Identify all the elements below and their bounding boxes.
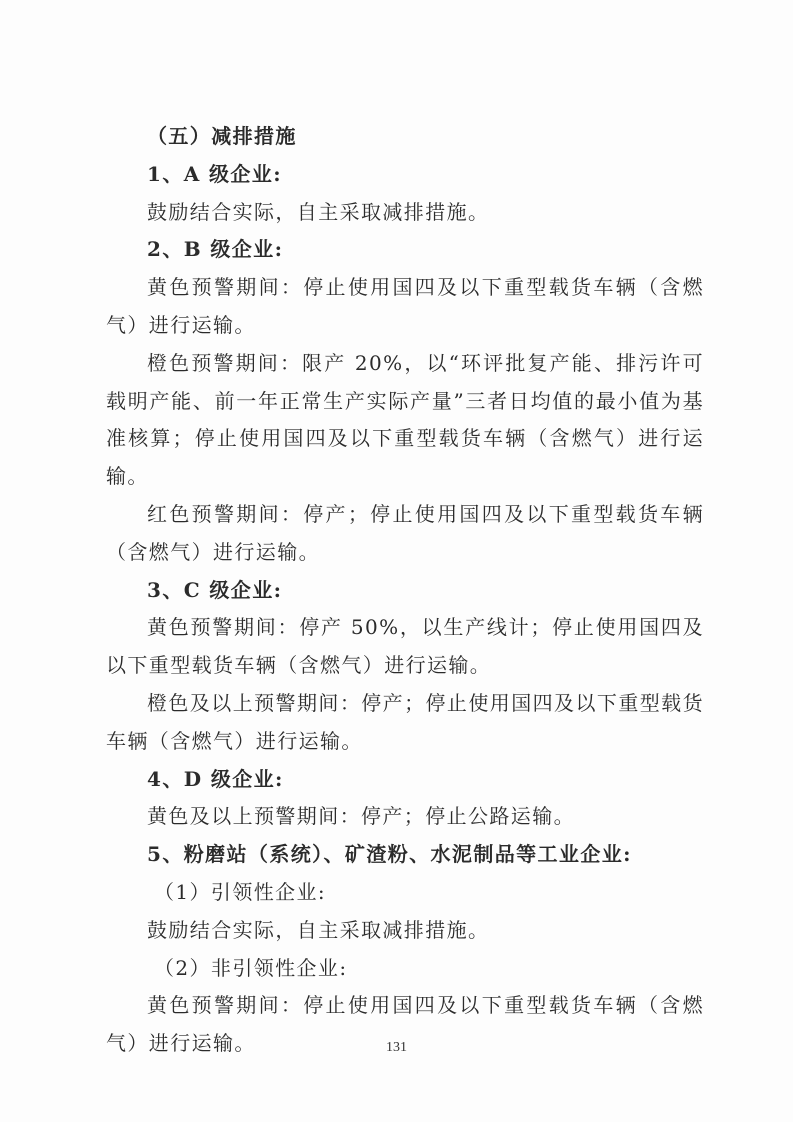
paragraph: 橙色预警期间：限产 20%，以“环评批复产能、排污许可载明产能、前一年正常生产实际产量”三者日均值的最小值为基准核算；停止使用国四及以下重型载货车辆（含燃气）进行运输。 [106, 350, 704, 489]
heading-grade-d: 4、D 级企业: [147, 766, 284, 791]
paragraph: 黄色预警期间：停产 50%，以生产线计；停止使用国四及以下重型载货车辆（含燃气）进行运输。 [106, 615, 704, 678]
heading-grade-b: 2、B 级企业: [147, 237, 284, 262]
paragraph: 黄色及以上预警期间：停产；停止公路运输。 [147, 804, 575, 829]
subheading-leading-enterprises: （1）引领性企业: [154, 879, 327, 904]
paragraph: 鼓励结合实际，自主采取减排措施。 [147, 917, 490, 942]
paragraph: 黄色预警期间：停止使用国四及以下重型载货车辆（含燃气）进行运输。 [106, 993, 704, 1056]
section-heading: （五）减排措施 [147, 124, 297, 148]
paragraph: 红色预警期间：停产；停止使用国四及以下重型载货车辆（含燃气）进行运输。 [106, 501, 704, 564]
heading-grade-c: 3、C 级企业: [147, 577, 283, 602]
paragraph: 橙色及以上预警期间：停产；停止使用国四及以下重型载货车辆（含燃气）进行运输。 [106, 690, 704, 753]
subheading-non-leading-enterprises: （2）非引领性企业: [154, 955, 348, 980]
paragraph: 黄色预警期间：停止使用国四及以下重型载货车辆（含燃气）进行运输。 [106, 275, 704, 337]
heading-grinding-stations: 5、粉磨站（系统）、矿渣粉、水泥制品等工业企业: [147, 842, 632, 867]
page-number: 131 [386, 1040, 407, 1055]
paragraph: 鼓励结合实际，自主采取减排措施。 [147, 199, 490, 224]
heading-grade-a: 1、A 级企业: [147, 161, 282, 186]
document-body [106, 118, 704, 1063]
